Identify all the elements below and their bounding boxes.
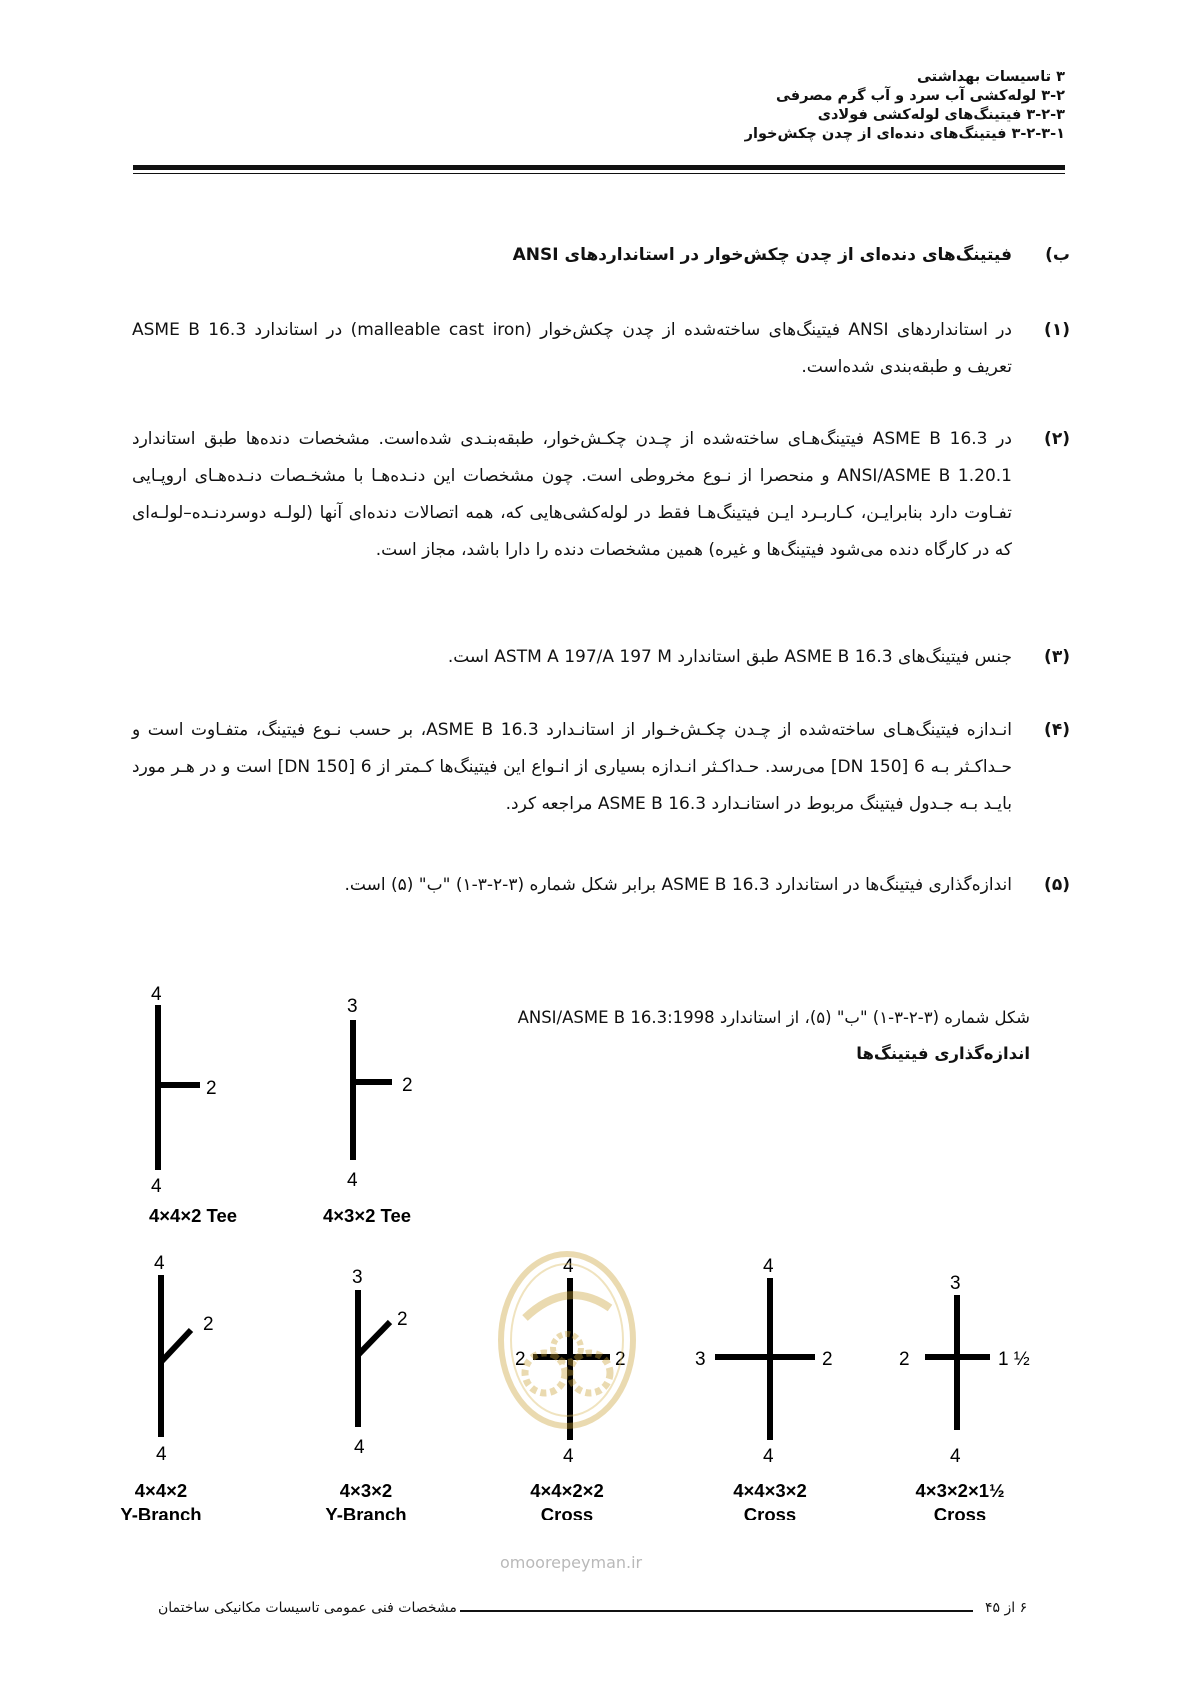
ybranch2-branch-size: 2: [397, 1309, 408, 1330]
paragraph-1: [132, 312, 1070, 386]
cross3-top-size: 3: [950, 1273, 961, 1294]
ybranch2-bottom-size: 4: [354, 1437, 365, 1458]
cross1-right-size: 2: [615, 1349, 626, 1370]
section-label: ب): [1045, 245, 1070, 265]
figure-caption-line: شکل شماره (۳-۲-۳-۱) "ب" (۵)، از استاندارد ANSI/ASME B 16.3:1998: [517, 1008, 1030, 1027]
paragraph-text: جنس فیتینگ‌های ASME B 16.3 طبق استاندارد ASTM A 197/A 197 M است.: [447, 647, 1012, 667]
fitting-dimension-diagram: [0, 960, 1190, 1520]
paragraph-text: در استانداردهای ANSI فیتینگ‌های ساخته‌شده از چدن چکش‌خوار (malleable cast iron) در استاندارد ASME B 16.3 تعریف و طبقه‌بندی شده‌است.: [132, 320, 1013, 377]
cross-fitting-2: [715, 1278, 815, 1440]
tee-fitting-2: [353, 1020, 392, 1160]
ybranch2-top-size: 3: [352, 1267, 363, 1288]
paragraph-text: انـدازه فیتینگ‌هـای ساخته‌شده از چـدن چکـش‌خـوار از استانـدارد ASME B 16.3، بر حسب نـوع فیتینگ، متفـاوت است و حـداکـثر بـه 6 [DN 150] می‌رسد. حـداکـثر انـدازه بسیاری از انـواع این فیتینگ‌ها کـمتر از 6 [DN 150] است و در هـر مورد بایـد بـه جـدول فیتینگ مربوط در استانـدارد ASME B 16.3 مراجعه کرد.: [132, 720, 1012, 814]
cross2-bottom-size: 4: [763, 1446, 774, 1467]
paragraph-3: [132, 639, 1070, 676]
page-number: ۶ از ۴۵: [985, 1600, 1028, 1616]
tee2-top-size: 3: [347, 996, 358, 1017]
cross3-bottom-size: 4: [950, 1446, 961, 1467]
paragraph-text: در ASME B 16.3 فیتینگ‌هـای ساخته‌شده از چـدن چکـش‌خوار، طبقه‌بنـدی شده‌است. مشخصات دنده‌ها طبق استاندارد ANSI/ASME B 1.20.1 و منحصرا از نـوع مخروطی است. چون مشخصات این دنـده‌هـا با مشخـصات دنـده‌هـای اروپـایی تفـاوت دارد بنابرایـن، کـاربـرد ایـن فیتینگ‌هـا فقط در لوله‌کشی‌هایی که، همه اتصالات دنده‌ای آنها (لولـه دوسردنـده–لولـه‌ای که در کارگاه دنده می‌شود فیتینگ‌ها و غیره) همین مشخصات دنده را دارا باشد، مجاز است.: [132, 429, 1012, 560]
ybranch-branch-line: [161, 1330, 191, 1362]
ybranch1-size-label: 4×4×2: [134, 1480, 188, 1501]
cross3-right-size: 1 ½: [998, 1349, 1030, 1370]
cross2-top-size: 4: [763, 1256, 774, 1277]
ybranch1-branch-size: 2: [203, 1314, 214, 1335]
paragraph-number: (۱): [1044, 320, 1070, 340]
cross2-size-label: 4×4×3×2: [733, 1480, 807, 1501]
header-line-section: ۳-۲ لوله‌کشی آب سرد و آب گرم مصرفی: [775, 88, 1065, 104]
footer-title: مشخصات فنی عمومی تاسیسات مکانیکی ساختمان: [158, 1600, 457, 1616]
header-line-topic: ۳-۲-۳-۱ فیتینگ‌های دنده‌ای از چدن چکش‌خوار: [744, 126, 1065, 142]
cross3-left-size: 2: [899, 1349, 910, 1370]
tee2-branch-size: 2: [402, 1075, 413, 1096]
header-line-subsection: ۳-۲-۳ فیتینگ‌های لوله‌کشی فولادی: [817, 107, 1065, 123]
tee2-label: 4×3×2 Tee: [322, 1205, 412, 1226]
header-rule-thin: [133, 173, 1065, 174]
figure-caption-title: اندازه‌گذاری فیتینگ‌ها: [856, 1044, 1030, 1063]
cross1-type-label: Cross: [540, 1504, 594, 1520]
watermark-url: omoorepeyman.ir: [500, 1553, 643, 1572]
paragraph-number: (۲): [1044, 429, 1070, 449]
ybranch1-top-size: 4: [154, 1253, 165, 1274]
paragraph-5: [132, 867, 1070, 904]
cross2-type-label: Cross: [743, 1504, 797, 1520]
ybranch-fitting-2: [358, 1290, 390, 1427]
header-rule-thick: [133, 165, 1065, 170]
cross1-top-size: 4: [563, 1256, 574, 1277]
paragraph-4: [132, 712, 1070, 823]
tee-fitting-1: [158, 1005, 200, 1170]
cross3-size-label: 4×3×2×1½: [915, 1480, 1005, 1501]
tee1-top-size: 4: [151, 984, 162, 1005]
watermark-logo: [495, 1248, 640, 1433]
paragraph-number: (۵): [1044, 875, 1070, 895]
ybranch2-type-label: Y-Branch: [325, 1504, 407, 1520]
paragraph-number: (۳): [1044, 647, 1070, 667]
tee2-bottom-size: 4: [347, 1170, 358, 1191]
cross3-type-label: Cross: [933, 1504, 987, 1520]
cross1-size-label: 4×4×2×2: [530, 1480, 604, 1501]
ybranch2-size-label: 4×3×2: [339, 1480, 393, 1501]
tee1-label: 4×4×2 Tee: [148, 1205, 238, 1226]
tee1-bottom-size: 4: [151, 1176, 162, 1197]
ybranch-branch-line: [358, 1322, 390, 1355]
tee1-branch-size: 2: [206, 1078, 217, 1099]
cross1-left-size: 2: [515, 1349, 526, 1370]
cross2-right-size: 2: [822, 1349, 833, 1370]
header-line-chapter: ۳ تاسیسات بهداشتی: [916, 69, 1065, 85]
paragraph-number: (۴): [1044, 720, 1070, 740]
ybranch1-type-label: Y-Branch: [120, 1504, 202, 1520]
section-title-text: فیتینگ‌های دنده‌ای از چدن چکش‌خوار در استانداردهای ANSI: [512, 245, 1012, 265]
section-heading: [170, 245, 1070, 265]
page-header: [165, 68, 1065, 144]
paragraph-2: [132, 421, 1070, 569]
cross2-left-size: 3: [695, 1349, 706, 1370]
paragraph-text: اندازه‌گذاری فیتینگ‌ها در استاندارد ASME B 16.3 برابر شکل شماره (۳-۲-۳-۱) "ب" (۵) است.: [344, 875, 1012, 895]
cross1-bottom-size: 4: [563, 1446, 574, 1467]
ybranch1-bottom-size: 4: [156, 1444, 167, 1465]
ybranch-fitting-1: [161, 1275, 191, 1437]
cross-fitting-3: [925, 1295, 990, 1430]
footer-rule: [460, 1610, 973, 1612]
